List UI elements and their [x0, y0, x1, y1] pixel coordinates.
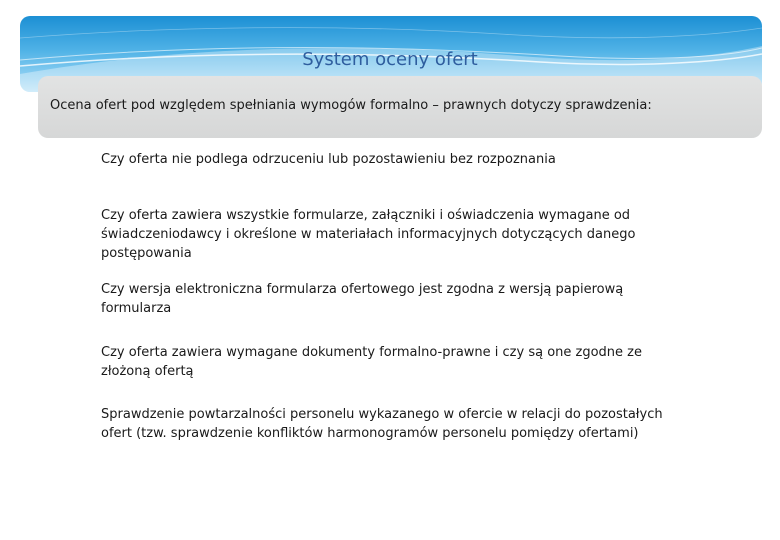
slide-title: System oceny ofert	[302, 49, 478, 70]
subtitle-text: Ocena ofert pod względem spełniania wymogów formalno – prawnych dotyczy sprawdzenia:	[50, 98, 652, 113]
criteria-item-5: Sprawdzenie powtarzalności personelu wykazanego w ofercie w relacji do pozostałych ofert (tzw. sprawdzenie konfliktów harmonogramów personelu pomiędzy ofertami)	[101, 407, 663, 441]
subtitle-bar	[38, 76, 762, 138]
criteria-item-2: Czy oferta zawiera wszystkie formularze, załączniki i oświadczenia wymagane od świadczeniodawcy i określone w materiałach informacyjnych dotyczących danego postępowania	[101, 208, 636, 261]
criteria-item-4: Czy oferta zawiera wymagane dokumenty formalno-prawne i czy są one zgodne ze złożoną ofertą	[101, 345, 642, 379]
criteria-item-3: Czy wersja elektroniczna formularza ofertowego jest zgodna z wersją papierową formularza	[101, 282, 624, 316]
criteria-item-1: Czy oferta nie podlega odrzuceniu lub pozostawieniu bez rozpoznania	[101, 152, 556, 167]
